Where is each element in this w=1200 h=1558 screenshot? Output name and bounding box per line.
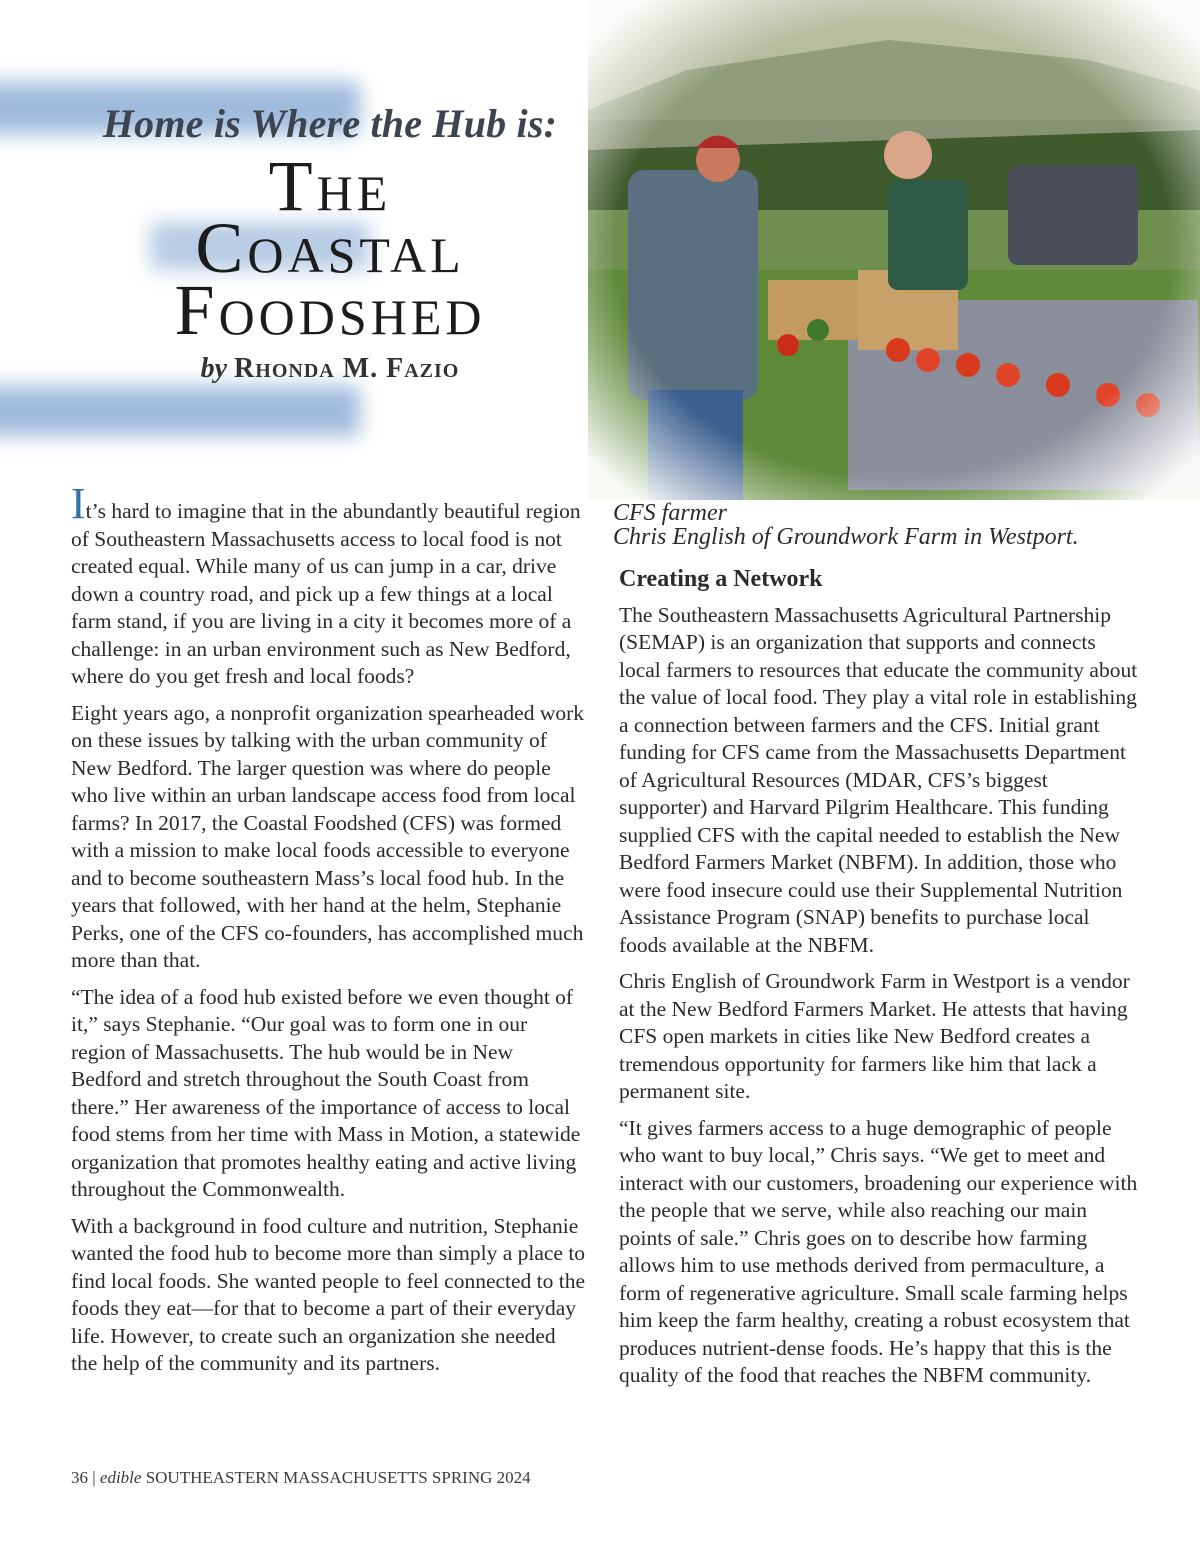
title-line-1: The xyxy=(268,146,392,226)
paragraph: “The idea of a food hub existed before we even thought of it,” says Stephanie. “Our goal was to form one in our region of Massachusetts. The hub would be in New Bedford and stretch throughout the South Coast from there.” Her awareness of the importance of access to local food stems from her time with Mass in Motion, a statewide organization that promotes healthy eating and active living throughout the Commonwealth. xyxy=(71,984,581,1201)
paragraph: The Southeastern Massachusetts Agricultural Partnership (SEMAP) is an organization that supports and connects local farmers to resources that educate the community about the value of local food. They play a vital role in establishing a connection between farmers and the CFS. Initial grant funding for CFS came from the Massachusetts Department of Agricultural Resources (MDAR, CFS’s biggest supporter) and Harvard Pilgrim Healthcare. This funding supplied CFS with the capital needed to establish the New Bedford Farmers Market (NBFM). In addition, those who were food insecure could use their Supplemental Nutrition Assistance Program (SNAP) benefits to purchase local foods available at the NBFM. xyxy=(619,602,1138,957)
headline-kicker: Home is Where the Hub is: xyxy=(102,101,558,146)
byline-author: Rhonda M. Fazio xyxy=(234,353,460,384)
photo-caption xyxy=(613,501,1079,549)
caption-line-1: CFS farmer xyxy=(613,500,727,526)
paragraph: Chris English of Groundwork Farm in Westport is a vendor at the New Bedford Farmers Market. He attests that having CFS open markets in cities like New Bedford creates a tremendous opportunity for farmers like him that lack a permanent site. xyxy=(619,969,1130,1103)
caption-line-2: Chris English of Groundwork Farm in Westport. xyxy=(613,524,1079,550)
section-heading: Creating a Network xyxy=(619,566,823,592)
paragraph: Eight years ago, a nonprofit organization spearheaded work on these issues by talking with the urban community of New Bedford. The larger question was where do people who live within an urban landscape access food from local farms? In 2017, the Coastal Foodshed (CFS) was formed with a mission to make local foods accessible to everyone and to become southeastern Mass’s local food hub. In the years that followed, with her hand at the helm, Stephanie Perks, one of the CFS co-founders, has accomplished much more than that. xyxy=(71,700,585,972)
drop-cap: I xyxy=(71,479,86,528)
byline xyxy=(40,353,620,385)
right-column xyxy=(619,566,1139,1399)
paragraph xyxy=(71,479,586,691)
article-headline xyxy=(40,100,620,385)
article-title xyxy=(40,146,620,350)
paragraph-text: t’s hard to imagine that in the abundantly beautiful region of Southeastern Massachusetts access to local food is not created equal. While many of us can jump in a car, drive down a country road, and pick up a few things at a local farm stand, if you are living in a city it becomes more of a challenge: in an urban environment such as New Bedford, where do you get fresh and local foods? xyxy=(71,499,581,688)
byline-by: by xyxy=(200,353,228,384)
footer-issue: SPRING 2024 xyxy=(431,1468,531,1487)
page-number: 36 xyxy=(71,1468,88,1487)
footer-brand: edible xyxy=(99,1468,142,1487)
paragraph: “It gives farmers access to a huge demographic of people who want to buy local,” Chris says. “We get to meet and interact with our customers, broadening our experience with the people that we serve, while also reaching our main points of sale.” Chris goes on to describe how farming allows him to use methods derived from permaculture, a form of regenerative agriculture. Small scale farming helps him keep the farm healthy, creating a robust ecosystem that produces nutrient-dense foods. He’s happy that this is the quality of the food that reaches the NBFM community. xyxy=(619,1115,1138,1387)
accent-bar-bottom xyxy=(0,386,360,436)
page-footer xyxy=(71,1468,531,1488)
title-line-2: Coastal xyxy=(195,208,465,288)
paragraph: With a background in food culture and nutrition, Stephanie wanted the food hub to become more than simply a place to find local foods. She wanted people to feel connected to the foods they eat—for that to become a part of their everyday life. However, to create such an organization she needed the help of the community and its partners. xyxy=(71,1213,586,1375)
title-line-3: Foodshed xyxy=(174,270,486,350)
footer-publication: SOUTHEASTERN MASSACHUSETTS xyxy=(145,1468,428,1487)
footer-separator: | xyxy=(92,1468,96,1487)
left-column xyxy=(71,479,586,1387)
farm-stand-photo xyxy=(588,0,1200,500)
